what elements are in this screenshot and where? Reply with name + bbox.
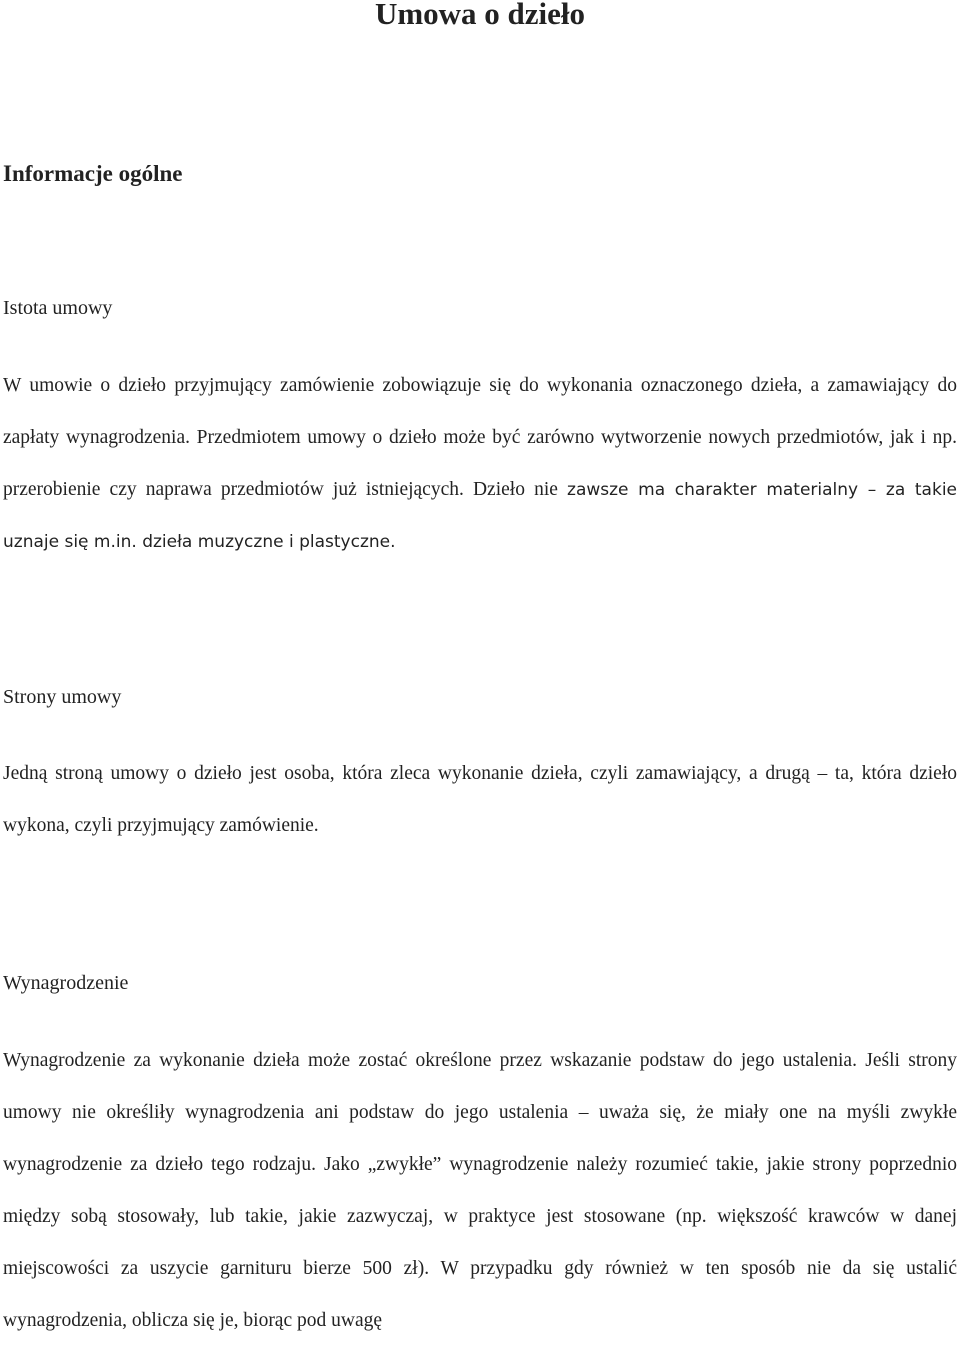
subheading-essence: Istota umowy	[3, 297, 113, 319]
paragraph-parties: Jedną stroną umowy o dzieło jest osoba, która zleca wykonanie dzieła, czyli zamawiający, a drugą – ta, która dzieło wykona, czyli przyjmujący zamówienie.	[3, 763, 957, 836]
paragraph-essence	[3, 360, 957, 568]
subheading-remuneration: Wynagrodzenie	[3, 972, 129, 994]
subheading-parties: Strony umowy	[3, 686, 122, 708]
paragraph-essence-tail: zawsze ma charakter materialny – za takie uznaje się m.in. dzieła muzyczne i plastyczne.	[3, 480, 958, 552]
paragraph-essence-main: W umowie o dzieło przyjmujący zamówienie zobowiązuje się do wykonania oznaczonego dzieła, a zamawiający do zapłaty wynagrodzenia. Przedmiotem umowy o dzieło może być zarówno wytworzenie nowych przedmiotów, jak i np. przerobienie czy naprawa przedmiotów już istniejących. Dzieło nie	[3, 375, 957, 500]
paragraph-remuneration: Wynagrodzenie za wykonanie dzieła może zostać określone przez wskazanie podstaw do jego ustalenia. Jeśli strony umowy nie określiły wynagrodzenia ani podstaw do jego ustalenia – uważa się, że miały one na myśli zwykłe wynagrodzenie za dzieło tego rodzaju. Jako „zwykłe” wynagrodzenie należy rozumieć takie, jakie strony poprzednio między sobą stosowały, lub takie, jakie zazwyczaj, w praktyce jest stosowane (np. większość krawców w danej miejscowości za uszycie garnituru bierze 500 zł). W przypadku gdy również w ten sposób nie da się ustalić wynagrodzenia, oblicza się je, biorąc pod uwagę	[3, 1050, 957, 1331]
document-title: Umowa o dzieło	[374, 0, 586, 31]
section-heading-general: Informacje ogólne	[3, 161, 183, 186]
